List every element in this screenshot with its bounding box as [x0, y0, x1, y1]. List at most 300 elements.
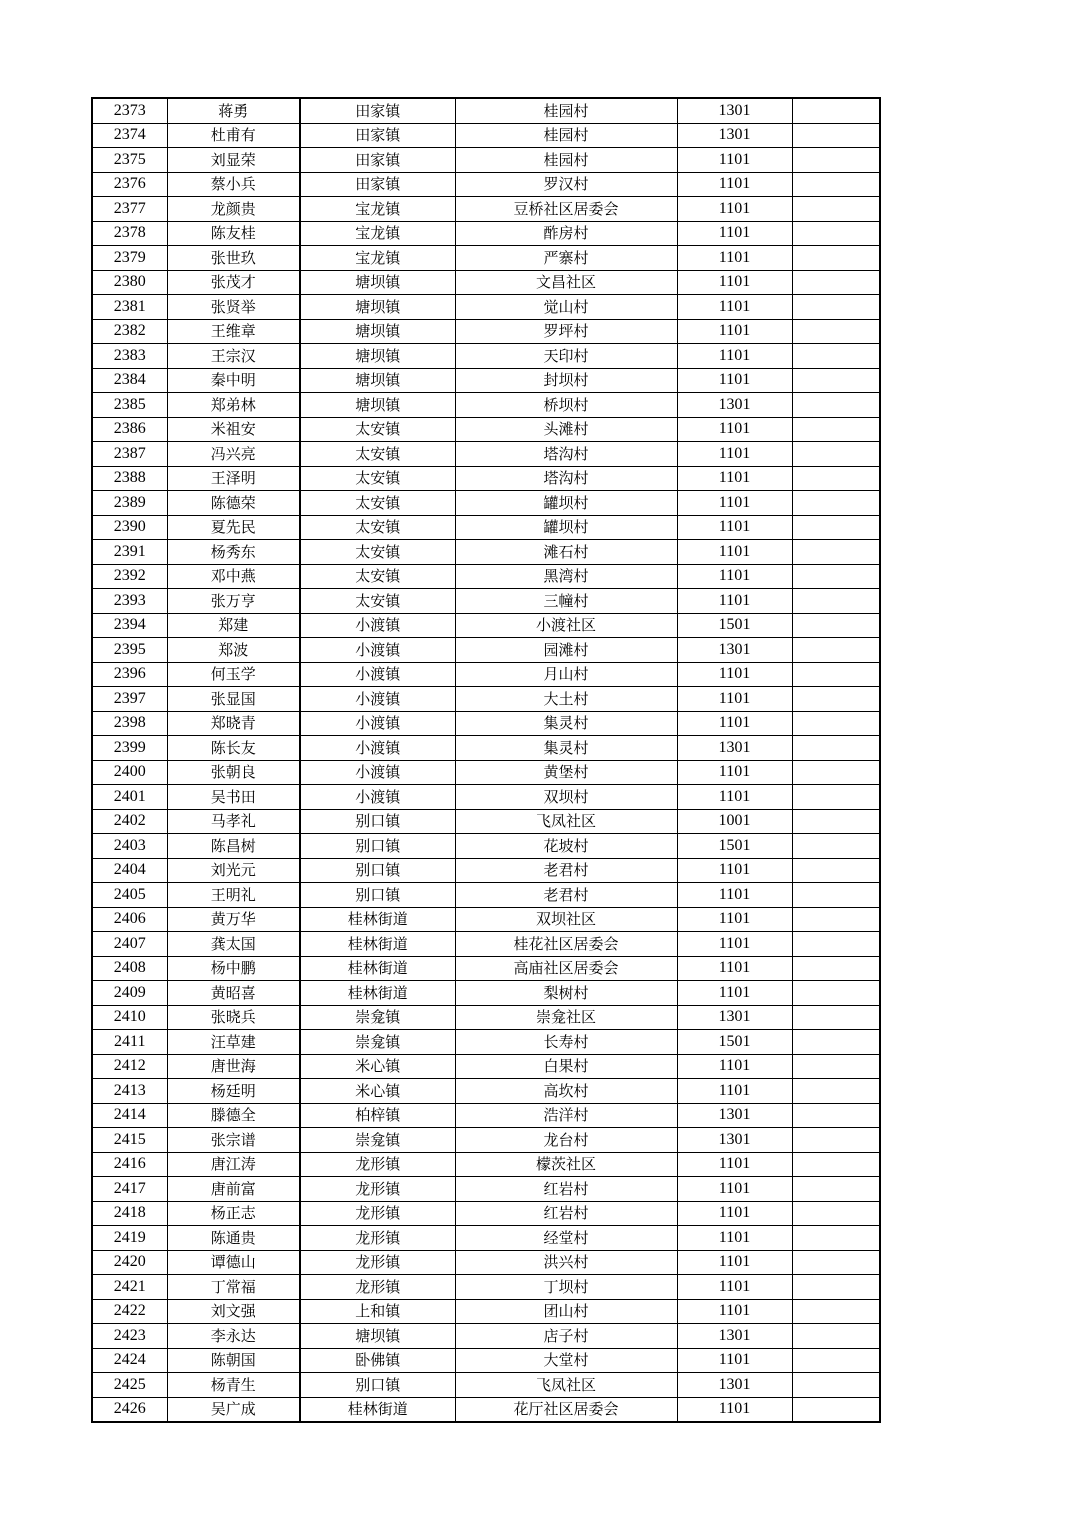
table-row: [92, 221, 880, 246]
remark-cell: [792, 466, 880, 491]
village-cell: 花厅社区居委会: [455, 1397, 677, 1422]
row-number-cell: 2413: [92, 1079, 167, 1104]
code-cell: 1001: [677, 809, 792, 834]
remark-cell: [792, 736, 880, 761]
table-row: [92, 344, 880, 369]
code-cell: 1101: [677, 711, 792, 736]
person-name-cell: 刘光元: [167, 858, 300, 883]
village-cell: 梨树村: [455, 981, 677, 1006]
code-cell: 1101: [677, 295, 792, 320]
town-cell: 龙形镇: [300, 1226, 455, 1251]
table-row: [92, 1397, 880, 1422]
village-cell: 罐坝村: [455, 515, 677, 540]
village-cell: 黄堡村: [455, 760, 677, 785]
row-number-cell: 2424: [92, 1348, 167, 1373]
row-number-cell: 2407: [92, 932, 167, 957]
remark-cell: [792, 393, 880, 418]
village-cell: 文昌社区: [455, 270, 677, 295]
village-cell: 团山村: [455, 1299, 677, 1324]
row-number-cell: 2417: [92, 1177, 167, 1202]
town-cell: 桂林街道: [300, 932, 455, 957]
row-number-cell: 2423: [92, 1324, 167, 1349]
code-cell: 1301: [677, 393, 792, 418]
code-cell: 1101: [677, 270, 792, 295]
person-name-cell: 王宗汉: [167, 344, 300, 369]
table-row: [92, 123, 880, 148]
person-name-cell: 张贤举: [167, 295, 300, 320]
remark-cell: [792, 760, 880, 785]
table-row: [92, 834, 880, 859]
code-cell: 1101: [677, 1348, 792, 1373]
village-cell: 双坝社区: [455, 907, 677, 932]
person-name-cell: 王维章: [167, 319, 300, 344]
village-cell: 封坝村: [455, 368, 677, 393]
remark-cell: [792, 711, 880, 736]
row-number-cell: 2387: [92, 442, 167, 467]
code-cell: 1301: [677, 1128, 792, 1153]
row-number-cell: 2416: [92, 1152, 167, 1177]
table-row: [92, 319, 880, 344]
village-cell: 园滩村: [455, 638, 677, 663]
remark-cell: [792, 417, 880, 442]
table-row: [92, 1226, 880, 1251]
person-name-cell: 吴广成: [167, 1397, 300, 1422]
remark-cell: [792, 589, 880, 614]
person-name-cell: 邓中燕: [167, 564, 300, 589]
town-cell: 桂林街道: [300, 956, 455, 981]
person-name-cell: 王明礼: [167, 883, 300, 908]
person-name-cell: 蔡小兵: [167, 172, 300, 197]
row-number-cell: 2376: [92, 172, 167, 197]
code-cell: 1101: [677, 148, 792, 173]
code-cell: 1101: [677, 442, 792, 467]
row-number-cell: 2403: [92, 834, 167, 859]
code-cell: 1301: [677, 1324, 792, 1349]
village-cell: 檬茨社区: [455, 1152, 677, 1177]
row-number-cell: 2418: [92, 1201, 167, 1226]
code-cell: 1101: [677, 662, 792, 687]
table-row: [92, 564, 880, 589]
person-name-cell: 杨青生: [167, 1373, 300, 1398]
table-row: [92, 1103, 880, 1128]
table-row: [92, 1250, 880, 1275]
code-cell: 1101: [677, 491, 792, 516]
row-number-cell: 2388: [92, 466, 167, 491]
town-cell: 米心镇: [300, 1079, 455, 1104]
table-row: [92, 809, 880, 834]
town-cell: 太安镇: [300, 442, 455, 467]
row-number-cell: 2400: [92, 760, 167, 785]
town-cell: 宝龙镇: [300, 197, 455, 222]
town-cell: 别口镇: [300, 834, 455, 859]
person-name-cell: 杨中鹏: [167, 956, 300, 981]
code-cell: 1101: [677, 883, 792, 908]
row-number-cell: 2415: [92, 1128, 167, 1153]
code-cell: 1101: [677, 368, 792, 393]
row-number-cell: 2382: [92, 319, 167, 344]
remark-cell: [792, 1397, 880, 1422]
remark-cell: [792, 834, 880, 859]
town-cell: 太安镇: [300, 589, 455, 614]
town-cell: 太安镇: [300, 417, 455, 442]
remark-cell: [792, 172, 880, 197]
remark-cell: [792, 491, 880, 516]
table-row: [92, 858, 880, 883]
town-cell: 田家镇: [300, 98, 455, 123]
code-cell: 1101: [677, 1201, 792, 1226]
remark-cell: [792, 858, 880, 883]
town-cell: 桂林街道: [300, 907, 455, 932]
town-cell: 崇龛镇: [300, 1128, 455, 1153]
town-cell: 太安镇: [300, 540, 455, 565]
town-cell: 龙形镇: [300, 1275, 455, 1300]
town-cell: 太安镇: [300, 515, 455, 540]
code-cell: 1101: [677, 1275, 792, 1300]
row-number-cell: 2374: [92, 123, 167, 148]
remark-cell: [792, 221, 880, 246]
table-row: [92, 956, 880, 981]
code-cell: 1101: [677, 687, 792, 712]
code-cell: 1301: [677, 1373, 792, 1398]
town-cell: 田家镇: [300, 123, 455, 148]
town-cell: 小渡镇: [300, 662, 455, 687]
remark-cell: [792, 515, 880, 540]
remark-cell: [792, 687, 880, 712]
row-number-cell: 2411: [92, 1030, 167, 1055]
village-cell: 天印村: [455, 344, 677, 369]
person-name-cell: 杨廷明: [167, 1079, 300, 1104]
code-cell: 1101: [677, 1299, 792, 1324]
remark-cell: [792, 1324, 880, 1349]
person-name-cell: 秦中明: [167, 368, 300, 393]
table-row: [92, 589, 880, 614]
village-cell: 桥坝村: [455, 393, 677, 418]
row-number-cell: 2379: [92, 246, 167, 271]
village-cell: 觉山村: [455, 295, 677, 320]
remark-cell: [792, 809, 880, 834]
table-row: [92, 907, 880, 932]
table-row: [92, 1177, 880, 1202]
table-row: [92, 246, 880, 271]
person-name-cell: 唐世海: [167, 1054, 300, 1079]
person-name-cell: 王泽明: [167, 466, 300, 491]
code-cell: 1501: [677, 1030, 792, 1055]
row-number-cell: 2377: [92, 197, 167, 222]
person-name-cell: 刘文强: [167, 1299, 300, 1324]
table-row: [92, 1275, 880, 1300]
row-number-cell: 2398: [92, 711, 167, 736]
remark-cell: [792, 344, 880, 369]
remark-cell: [792, 1152, 880, 1177]
code-cell: 1101: [677, 760, 792, 785]
remark-cell: [792, 564, 880, 589]
code-cell: 1101: [677, 956, 792, 981]
code-cell: 1301: [677, 638, 792, 663]
person-name-cell: 杜甫有: [167, 123, 300, 148]
remark-cell: [792, 956, 880, 981]
village-cell: 罗坪村: [455, 319, 677, 344]
row-number-cell: 2401: [92, 785, 167, 810]
remark-cell: [792, 270, 880, 295]
person-name-cell: 刘显荣: [167, 148, 300, 173]
row-number-cell: 2373: [92, 98, 167, 123]
village-cell: 酢房村: [455, 221, 677, 246]
village-cell: 桂园村: [455, 123, 677, 148]
town-cell: 别口镇: [300, 809, 455, 834]
remark-cell: [792, 1201, 880, 1226]
remark-cell: [792, 319, 880, 344]
person-name-cell: 冯兴亮: [167, 442, 300, 467]
person-name-cell: 张宗谱: [167, 1128, 300, 1153]
village-cell: 白果村: [455, 1054, 677, 1079]
person-name-cell: 郑晓青: [167, 711, 300, 736]
code-cell: 1101: [677, 1054, 792, 1079]
town-cell: 上和镇: [300, 1299, 455, 1324]
table-row: [92, 197, 880, 222]
remark-cell: [792, 1373, 880, 1398]
village-cell: 塔沟村: [455, 442, 677, 467]
village-cell: 严寨村: [455, 246, 677, 271]
village-cell: 大土村: [455, 687, 677, 712]
row-number-cell: 2381: [92, 295, 167, 320]
remark-cell: [792, 1128, 880, 1153]
code-cell: 1101: [677, 907, 792, 932]
remark-cell: [792, 1177, 880, 1202]
person-name-cell: 郑建: [167, 613, 300, 638]
person-name-cell: 张晓兵: [167, 1005, 300, 1030]
town-cell: 宝龙镇: [300, 246, 455, 271]
village-cell: 大堂村: [455, 1348, 677, 1373]
village-cell: 三幢村: [455, 589, 677, 614]
town-cell: 塘坝镇: [300, 295, 455, 320]
code-cell: 1101: [677, 858, 792, 883]
village-cell: 店子村: [455, 1324, 677, 1349]
person-name-cell: 马孝礼: [167, 809, 300, 834]
remark-cell: [792, 1226, 880, 1251]
person-name-cell: 郑波: [167, 638, 300, 663]
person-name-cell: 陈朝国: [167, 1348, 300, 1373]
village-cell: 丁坝村: [455, 1275, 677, 1300]
table-row: [92, 687, 880, 712]
village-cell: 高庙社区居委会: [455, 956, 677, 981]
village-cell: 洪兴村: [455, 1250, 677, 1275]
row-number-cell: 2414: [92, 1103, 167, 1128]
village-cell: 桂园村: [455, 148, 677, 173]
town-cell: 小渡镇: [300, 711, 455, 736]
person-name-cell: 陈昌树: [167, 834, 300, 859]
table-row: [92, 1324, 880, 1349]
table-row: [92, 1030, 880, 1055]
remark-cell: [792, 883, 880, 908]
code-cell: 1101: [677, 172, 792, 197]
row-number-cell: 2410: [92, 1005, 167, 1030]
row-number-cell: 2392: [92, 564, 167, 589]
village-cell: 头滩村: [455, 417, 677, 442]
remark-cell: [792, 907, 880, 932]
town-cell: 卧佛镇: [300, 1348, 455, 1373]
person-name-cell: 张朝良: [167, 760, 300, 785]
table-row: [92, 736, 880, 761]
table-row: [92, 932, 880, 957]
table-row: [92, 270, 880, 295]
roster-table-body: [92, 98, 880, 1422]
town-cell: 田家镇: [300, 148, 455, 173]
row-number-cell: 2397: [92, 687, 167, 712]
remark-cell: [792, 1054, 880, 1079]
table-row: [92, 491, 880, 516]
town-cell: 龙形镇: [300, 1152, 455, 1177]
town-cell: 塘坝镇: [300, 270, 455, 295]
village-cell: 红岩村: [455, 1177, 677, 1202]
town-cell: 别口镇: [300, 858, 455, 883]
remark-cell: [792, 1079, 880, 1104]
table-row: [92, 172, 880, 197]
row-number-cell: 2421: [92, 1275, 167, 1300]
row-number-cell: 2386: [92, 417, 167, 442]
code-cell: 1301: [677, 736, 792, 761]
row-number-cell: 2409: [92, 981, 167, 1006]
row-number-cell: 2412: [92, 1054, 167, 1079]
row-number-cell: 2375: [92, 148, 167, 173]
table-row: [92, 760, 880, 785]
remark-cell: [792, 123, 880, 148]
code-cell: 1101: [677, 417, 792, 442]
town-cell: 田家镇: [300, 172, 455, 197]
village-cell: 双坝村: [455, 785, 677, 810]
town-cell: 塘坝镇: [300, 319, 455, 344]
table-row: [92, 393, 880, 418]
row-number-cell: 2394: [92, 613, 167, 638]
code-cell: 1501: [677, 613, 792, 638]
remark-cell: [792, 638, 880, 663]
person-name-cell: 蒋勇: [167, 98, 300, 123]
village-cell: 高坎村: [455, 1079, 677, 1104]
row-number-cell: 2390: [92, 515, 167, 540]
code-cell: 1301: [677, 1103, 792, 1128]
code-cell: 1101: [677, 981, 792, 1006]
person-name-cell: 李永达: [167, 1324, 300, 1349]
person-name-cell: 张茂才: [167, 270, 300, 295]
person-name-cell: 丁常福: [167, 1275, 300, 1300]
row-number-cell: 2406: [92, 907, 167, 932]
remark-cell: [792, 246, 880, 271]
person-name-cell: 何玉学: [167, 662, 300, 687]
remark-cell: [792, 981, 880, 1006]
village-cell: 滩石村: [455, 540, 677, 565]
row-number-cell: 2391: [92, 540, 167, 565]
town-cell: 别口镇: [300, 883, 455, 908]
village-cell: 月山村: [455, 662, 677, 687]
roster-table: [91, 97, 881, 1423]
code-cell: 1101: [677, 1226, 792, 1251]
town-cell: 宝龙镇: [300, 221, 455, 246]
town-cell: 小渡镇: [300, 760, 455, 785]
remark-cell: [792, 442, 880, 467]
person-name-cell: 陈友桂: [167, 221, 300, 246]
row-number-cell: 2408: [92, 956, 167, 981]
table-row: [92, 1373, 880, 1398]
table-row: [92, 417, 880, 442]
person-name-cell: 陈通贵: [167, 1226, 300, 1251]
village-cell: 飞凤社区: [455, 809, 677, 834]
remark-cell: [792, 1348, 880, 1373]
row-number-cell: 2405: [92, 883, 167, 908]
person-name-cell: 陈德荣: [167, 491, 300, 516]
town-cell: 桂林街道: [300, 981, 455, 1006]
row-number-cell: 2378: [92, 221, 167, 246]
remark-cell: [792, 1250, 880, 1275]
village-cell: 老君村: [455, 883, 677, 908]
code-cell: 1101: [677, 1250, 792, 1275]
code-cell: 1101: [677, 540, 792, 565]
town-cell: 太安镇: [300, 491, 455, 516]
village-cell: 集灵村: [455, 711, 677, 736]
village-cell: 红岩村: [455, 1201, 677, 1226]
town-cell: 别口镇: [300, 1373, 455, 1398]
person-name-cell: 郑弟林: [167, 393, 300, 418]
table-row: [92, 1128, 880, 1153]
village-cell: 罐坝村: [455, 491, 677, 516]
person-name-cell: 滕德全: [167, 1103, 300, 1128]
person-name-cell: 龙颜贵: [167, 197, 300, 222]
table-row: [92, 1005, 880, 1030]
village-cell: 黑湾村: [455, 564, 677, 589]
table-row: [92, 638, 880, 663]
row-number-cell: 2385: [92, 393, 167, 418]
person-name-cell: 唐江涛: [167, 1152, 300, 1177]
village-cell: 豆桥社区居委会: [455, 197, 677, 222]
town-cell: 龙形镇: [300, 1177, 455, 1202]
village-cell: 罗汉村: [455, 172, 677, 197]
town-cell: 崇龛镇: [300, 1030, 455, 1055]
row-number-cell: 2395: [92, 638, 167, 663]
row-number-cell: 2420: [92, 1250, 167, 1275]
table-row: [92, 1348, 880, 1373]
row-number-cell: 2402: [92, 809, 167, 834]
row-number-cell: 2404: [92, 858, 167, 883]
row-number-cell: 2419: [92, 1226, 167, 1251]
row-number-cell: 2396: [92, 662, 167, 687]
table-row: [92, 295, 880, 320]
code-cell: 1101: [677, 466, 792, 491]
person-name-cell: 张万亨: [167, 589, 300, 614]
town-cell: 塘坝镇: [300, 368, 455, 393]
table-row: [92, 785, 880, 810]
remark-cell: [792, 613, 880, 638]
row-number-cell: 2393: [92, 589, 167, 614]
town-cell: 太安镇: [300, 564, 455, 589]
town-cell: 塘坝镇: [300, 393, 455, 418]
remark-cell: [792, 98, 880, 123]
village-cell: 老君村: [455, 858, 677, 883]
village-cell: 塔沟村: [455, 466, 677, 491]
person-name-cell: 陈长友: [167, 736, 300, 761]
row-number-cell: 2389: [92, 491, 167, 516]
person-name-cell: 杨正志: [167, 1201, 300, 1226]
person-name-cell: 夏先民: [167, 515, 300, 540]
town-cell: 桂林街道: [300, 1397, 455, 1422]
code-cell: 1101: [677, 246, 792, 271]
table-row: [92, 613, 880, 638]
code-cell: 1101: [677, 515, 792, 540]
code-cell: 1101: [677, 564, 792, 589]
code-cell: 1101: [677, 1397, 792, 1422]
table-row: [92, 540, 880, 565]
town-cell: 塘坝镇: [300, 1324, 455, 1349]
town-cell: 塘坝镇: [300, 344, 455, 369]
village-cell: 浩洋村: [455, 1103, 677, 1128]
code-cell: 1501: [677, 834, 792, 859]
